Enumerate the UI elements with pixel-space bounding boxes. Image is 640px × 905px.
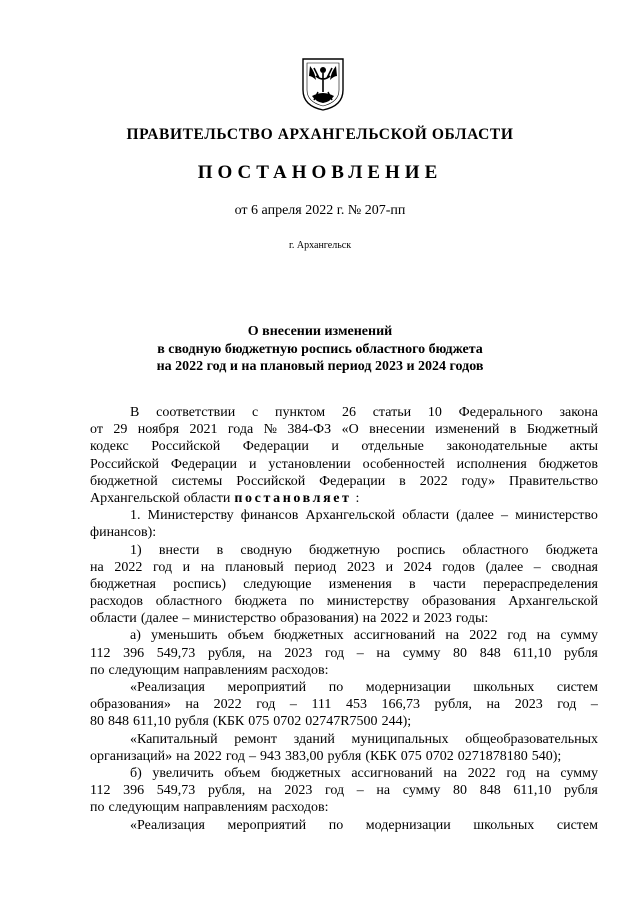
word: в xyxy=(399,473,406,489)
word: бюджетов xyxy=(538,456,598,472)
word: установлении xyxy=(268,456,351,472)
word: год xyxy=(324,645,345,661)
word: расходов: xyxy=(271,800,329,816)
word: мероприятий xyxy=(227,680,307,695)
word: 2021 xyxy=(189,422,218,438)
text-line xyxy=(90,782,598,799)
word: год xyxy=(225,748,246,764)
word: рубля xyxy=(563,783,598,799)
word: 396 xyxy=(123,645,145,661)
word: 2023 xyxy=(423,611,452,627)
word: бюджетных xyxy=(273,628,344,644)
word: а) xyxy=(130,628,141,644)
word: области xyxy=(402,508,450,524)
word: на xyxy=(376,645,391,661)
word: ассигнований xyxy=(351,765,433,781)
word: рубля xyxy=(563,645,598,661)
word: 848 xyxy=(108,714,129,730)
word: год xyxy=(507,628,527,644)
word: на xyxy=(536,628,551,644)
text-line xyxy=(90,524,598,541)
word: рубля, xyxy=(434,697,472,713)
word: сумму xyxy=(402,783,441,799)
word: ассигнований xyxy=(353,628,436,644)
word: 0702 xyxy=(273,714,302,730)
word: 2023 xyxy=(284,783,313,799)
word: образования» xyxy=(90,697,171,713)
text-line xyxy=(90,799,598,816)
word: 2022 xyxy=(213,697,242,713)
word: Российской xyxy=(236,473,306,489)
text-line xyxy=(90,748,598,765)
text-line xyxy=(90,662,598,679)
text-line xyxy=(90,696,598,713)
text-line xyxy=(90,542,598,559)
word: объем xyxy=(227,628,264,644)
word: Архангельской xyxy=(90,490,180,506)
document-body xyxy=(90,404,598,834)
word: в xyxy=(509,422,517,438)
word: годов xyxy=(442,559,476,575)
word: министерство xyxy=(515,508,598,524)
word: и xyxy=(385,559,394,575)
paragraph xyxy=(90,404,598,507)
word: 2022 xyxy=(467,765,496,781)
punctuation: : xyxy=(355,490,360,506)
word: бюджета xyxy=(234,594,287,610)
word: плановый xyxy=(225,559,284,575)
paragraph xyxy=(90,765,598,817)
word: на xyxy=(185,697,200,713)
word: б) xyxy=(130,765,142,781)
word: 2023 xyxy=(284,645,313,661)
paragraph xyxy=(90,679,598,731)
word: на xyxy=(257,783,272,799)
text-line xyxy=(90,679,598,696)
word: год xyxy=(506,765,526,781)
word: на xyxy=(257,645,272,661)
word: по xyxy=(299,594,315,610)
word: муниципальных xyxy=(351,731,449,747)
word: соответствии xyxy=(156,405,236,420)
word: следующие xyxy=(243,576,312,592)
word: Российской xyxy=(151,439,221,455)
text-line xyxy=(90,456,598,473)
word: 1. xyxy=(130,508,141,524)
word: на xyxy=(445,628,460,644)
word: Архангельской xyxy=(508,594,598,610)
word: сводную xyxy=(240,542,292,558)
word: увеличить xyxy=(152,765,214,781)
text-line xyxy=(90,645,598,662)
resolution-keyword: постановляет xyxy=(234,490,352,506)
word: на xyxy=(486,697,501,713)
word: год xyxy=(152,559,173,575)
word: 540); xyxy=(531,748,562,764)
word: на xyxy=(176,748,190,764)
word: 80 xyxy=(90,714,104,730)
word: 384-ФЗ xyxy=(287,422,332,438)
word: в xyxy=(409,576,416,592)
word: образования xyxy=(421,594,496,610)
word: и xyxy=(412,611,420,627)
word: роспись xyxy=(396,542,446,558)
word: 111 xyxy=(311,697,332,713)
word: «Реализация xyxy=(130,817,205,833)
text-line xyxy=(90,817,598,834)
word: году» xyxy=(461,473,496,489)
text-line xyxy=(90,404,598,421)
word: 26 xyxy=(341,405,356,420)
word: области xyxy=(90,611,137,627)
word: год xyxy=(557,697,577,713)
paragraph xyxy=(90,817,598,834)
word: 848 xyxy=(479,645,501,661)
word: 0702 xyxy=(425,748,454,764)
subject-line: в сводную бюджетную роспись областного бюджета xyxy=(157,341,483,357)
word: 0271878180 xyxy=(457,748,528,764)
word: рубля xyxy=(327,748,362,764)
word: 112 xyxy=(90,645,111,661)
word: – xyxy=(182,611,190,627)
word: ремонт xyxy=(234,731,277,747)
word: мероприятий xyxy=(227,817,307,833)
word: роспись) xyxy=(173,576,226,592)
word: (далее xyxy=(456,508,494,524)
word: финансов): xyxy=(90,525,157,541)
word: период xyxy=(294,559,337,575)
word: сумму xyxy=(560,628,598,644)
text-line xyxy=(90,765,598,782)
word: изменений xyxy=(435,422,500,438)
word: 549,73 xyxy=(156,645,196,661)
word: статьи xyxy=(372,405,412,420)
word: направлениям xyxy=(183,800,268,816)
text-line xyxy=(90,713,598,730)
word: образования) xyxy=(280,611,359,627)
subject-line: О внесении изменений xyxy=(247,324,393,339)
word: финансов xyxy=(240,508,299,524)
word: акты xyxy=(569,439,598,455)
word: 2022 xyxy=(193,748,222,764)
word: 2024 xyxy=(403,559,432,575)
word: внесении xyxy=(369,422,425,438)
word: сумму xyxy=(402,645,441,661)
word: отдельные xyxy=(361,439,424,455)
word: закона xyxy=(559,405,598,420)
word: 2023 xyxy=(514,697,543,713)
word: Архангельской xyxy=(305,508,396,524)
word: 112 xyxy=(90,783,111,799)
word: – xyxy=(356,645,364,661)
word: бюджетная xyxy=(90,576,156,592)
word: министерству xyxy=(326,594,410,610)
word: 549,73 xyxy=(156,783,196,799)
word: сводная xyxy=(551,559,598,575)
word: законодательные xyxy=(446,439,548,455)
word: 611,10 xyxy=(513,783,552,799)
paragraph xyxy=(90,507,598,541)
document-city: г. Архангельск xyxy=(288,240,352,251)
word: – xyxy=(590,697,598,713)
word: 453 xyxy=(345,697,367,713)
word: 396 xyxy=(123,783,145,799)
text-line xyxy=(90,576,598,593)
word: 2022 xyxy=(114,559,143,575)
word: 29 xyxy=(113,422,128,438)
text-line xyxy=(90,473,598,490)
word: Министерству xyxy=(147,508,234,524)
word: на xyxy=(376,783,391,799)
word: 075 xyxy=(248,714,270,730)
text-line xyxy=(90,421,598,438)
word: 383,00 xyxy=(285,748,324,764)
word: 2022 xyxy=(469,628,498,644)
word: областного xyxy=(462,542,529,558)
word: на xyxy=(200,559,215,575)
word: в xyxy=(216,542,224,558)
text-line xyxy=(90,610,598,627)
word: школьных xyxy=(473,680,535,695)
paragraph xyxy=(90,731,598,765)
word: 075 xyxy=(400,748,422,764)
word: модернизации xyxy=(365,817,451,833)
text-line xyxy=(90,731,598,748)
word: следующим xyxy=(108,662,180,678)
word: рубля, xyxy=(207,645,246,661)
word: направлениям xyxy=(183,662,268,678)
word: Федерации xyxy=(170,456,238,472)
word: и xyxy=(331,439,339,455)
word: по xyxy=(328,817,344,833)
word: расходов: xyxy=(271,662,329,678)
word: «О xyxy=(341,422,359,438)
word: год xyxy=(324,783,345,799)
word: – xyxy=(533,559,541,575)
word: 1) xyxy=(130,542,142,558)
word: бюджета xyxy=(545,542,598,558)
word: – xyxy=(289,697,297,713)
word: организаций» xyxy=(90,748,173,764)
word: на xyxy=(443,765,458,781)
word: кодекс xyxy=(90,439,129,455)
word: с xyxy=(252,405,259,420)
word: на xyxy=(90,559,104,575)
word: рубля xyxy=(174,714,209,730)
word: по xyxy=(90,662,105,678)
word: 611,10 xyxy=(133,714,171,730)
document-type: ПОСТАНОВЛЕНИЕ xyxy=(197,162,443,183)
word: части xyxy=(432,576,466,592)
text-line xyxy=(90,490,598,507)
word: общеобразовательных xyxy=(465,731,598,747)
word: 611,10 xyxy=(513,645,552,661)
government-title: ПРАВИТЕЛЬСТВО АРХАНГЕЛЬСКОЙ ОБЛАСТИ xyxy=(126,126,514,143)
word: 943 xyxy=(260,748,282,764)
word: на xyxy=(362,611,377,627)
word: и xyxy=(182,559,191,575)
word: «Капитальный xyxy=(130,731,218,747)
word: внести xyxy=(158,542,200,558)
word: – xyxy=(356,783,364,799)
text-line xyxy=(90,438,598,455)
word: 166,73 xyxy=(381,697,420,713)
word: министерство xyxy=(193,611,277,627)
word: 2022 xyxy=(380,611,409,627)
word: от xyxy=(90,422,103,438)
text-line xyxy=(90,559,598,576)
word: 80 xyxy=(453,645,468,661)
word: «Реализация xyxy=(130,680,205,695)
word: пунктом xyxy=(275,405,326,420)
word: объем xyxy=(224,765,261,781)
word: и xyxy=(248,456,257,472)
document-subject xyxy=(0,323,640,376)
word: № xyxy=(263,422,277,438)
text-line xyxy=(90,593,598,610)
word: Бюджетный xyxy=(526,422,598,438)
word: бюджетных xyxy=(270,765,341,781)
word: следующим xyxy=(108,800,180,816)
word: 244); xyxy=(381,714,412,730)
word: по xyxy=(90,800,105,816)
word: 10 xyxy=(427,405,442,420)
word: ноября xyxy=(137,422,180,438)
word: зданий xyxy=(293,731,335,747)
word: 2022 xyxy=(419,473,448,489)
word: уменьшить xyxy=(151,628,218,644)
word: расходов xyxy=(90,594,144,610)
word: (КБК xyxy=(212,714,245,730)
word: изменения xyxy=(328,576,392,592)
word: 2023 xyxy=(346,559,375,575)
word: перераспределения xyxy=(483,576,598,592)
word: 848 xyxy=(479,783,501,799)
word: исполнения xyxy=(456,456,527,472)
word: Федерального xyxy=(458,405,543,420)
word: (далее xyxy=(140,611,179,627)
word: Федерации xyxy=(242,439,309,455)
word: бюджетную xyxy=(309,542,380,558)
word: на xyxy=(536,765,550,781)
word: – xyxy=(249,748,257,764)
word: школьных xyxy=(473,817,535,833)
word: систем xyxy=(556,680,598,695)
word: системы xyxy=(171,473,223,489)
text-line xyxy=(90,627,598,644)
word: Российской xyxy=(90,456,159,472)
word: Правительство xyxy=(509,473,598,489)
word: 80 xyxy=(453,783,468,799)
text-line xyxy=(90,507,598,524)
subject-line: на 2022 год и на плановый период 2023 и 2024 годов xyxy=(156,359,484,374)
coat-of-arms-icon xyxy=(300,56,346,112)
paragraph xyxy=(90,627,598,679)
word: года xyxy=(227,422,254,438)
word: модернизации xyxy=(365,680,451,695)
word: особенностей xyxy=(362,456,445,472)
word: (КБК xyxy=(365,748,397,764)
word: (далее xyxy=(485,559,524,575)
word: 02747R7500 xyxy=(305,714,378,730)
word: области xyxy=(183,490,231,506)
word: рубля, xyxy=(207,783,246,799)
word: – xyxy=(501,508,508,524)
word: бюджетной xyxy=(90,473,158,489)
paragraph xyxy=(90,542,598,628)
word: годы: xyxy=(455,611,489,627)
word: В xyxy=(130,405,140,420)
word: год xyxy=(256,697,276,713)
word: систем xyxy=(556,817,598,833)
word: областного xyxy=(155,594,222,610)
word: по xyxy=(328,680,344,695)
word: сумму xyxy=(560,765,598,781)
word: Федерации xyxy=(319,473,386,489)
document-date-number: от 6 апреля 2022 г. № 207-пп xyxy=(234,203,406,218)
